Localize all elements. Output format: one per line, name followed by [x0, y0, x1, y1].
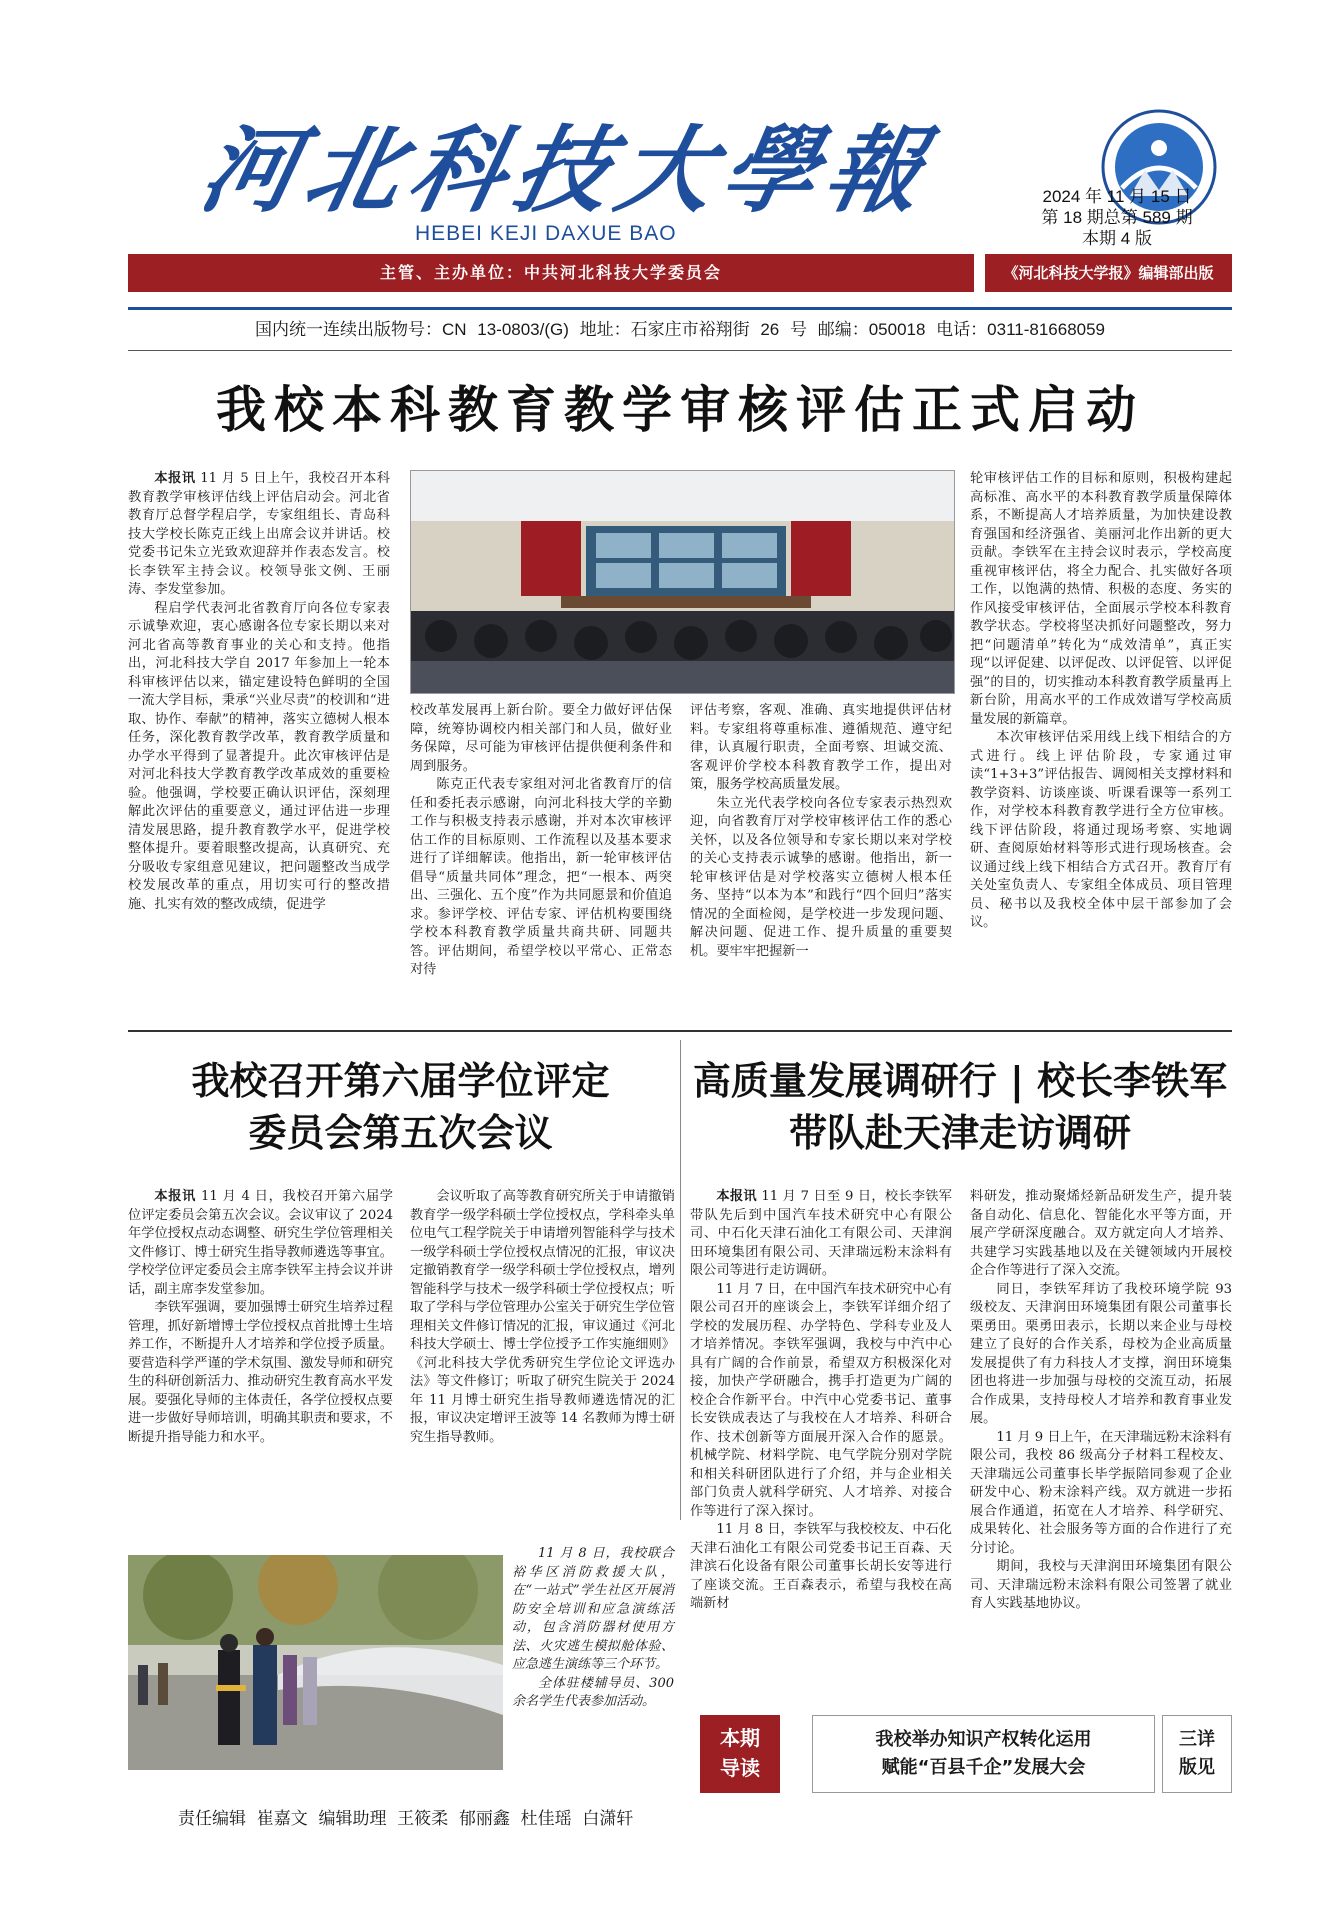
article1-paragraph: 11 月 5 日上午，我校召开本科教育教学审核评估线上评估启动会。河北省教育厅总督学程启学，专家组组长、青岛科技大学校长陈克正线上出席会议并讲话。校党委书记朱立光致欢迎辞并作表态发言。校长李铁军主持会议。校领导张文例、王丽涛、李发堂参加。: [128, 471, 390, 597]
article2-lead: 本报讯: [154, 1189, 197, 1204]
publisher-bar: 《河北科技大学报》编辑部出版: [985, 254, 1232, 292]
article3-paragraph: 11 月 7 日至 9 日，校长李铁军带队先后到中国汽车技术研究中心有限公司、中石化天津石油化工有限公司、天津润田环境集团有限公司、天津瑞远粉末涂料有限公司等进行走访调研。: [690, 1189, 952, 1278]
guide-label-line: 本期: [720, 1726, 760, 1750]
article2-paragraph: 会议听取了高等教育研究所关于申请撤销教育学一级学科硕士学位授权点，学科牵头单位电气工程学院关于申请增列智能科学与技术一级学科硕士学位授权点情况的汇报，审议决定撤销教育学一级学科硕士学位授权点，增列智能科学与技术一级学科硕士学位授权点；听取了学科与学位管理办公室关于研究生学位管理相关文件修订情况的汇报，审议通过《河北科技大学硕士、博士学位授予工作实施细则》《河北科技大学优秀研究生学位论文评选办法》等文件修订；听取了研究生院关于 2024 年 11 月博士研究生指导教师遴选情况的汇报，审议决定增评王波等 14 名教师为博士研究生指导教师。: [410, 1189, 675, 1445]
guide-item-line: 赋能“百县千企”发展大会: [881, 1757, 1086, 1778]
masthead-rule: [128, 307, 1232, 310]
article2-column-1: [128, 1188, 393, 1447]
newspaper-pinyin: HEBEI KEJI DAXUE BAO: [415, 222, 677, 245]
article1-column-3: [690, 702, 952, 961]
article2-column-2: [410, 1188, 675, 1447]
main-headline: 我校本科教育教学审核评估正式启动: [216, 381, 1144, 439]
article1-paragraph: 校改革发展再上新台阶。要全力做好评估保障，统筹协调校内相关部门和人员，做好业务保障，尽可能为审核评估提供便利条件和周到服务。: [410, 703, 672, 774]
article2-paragraph: 李铁军强调，要加强博士研究生培养过程管理，抓好新增博士学位授权点首批博士生培养工作，不断提升人才培养和学位授予质量。要营造科学严谨的学术氛围、激发导师和研究生的科研创新活力、推动研究生教育高水平发展。要强化导师的主体责任，各学位授权点要进一步做好导师培训，明确其职责和要求，不断提升指导能力和水平。: [128, 1300, 393, 1445]
article3-column-2: [970, 1188, 1232, 1614]
article3-paragraph: 11 月 8 日，李铁军与我校校友、中石化天津石油化工有限公司党委书记王百森、天津滨石化设备有限公司董事长胡长安等进行了座谈交流。王百森表示，希望与我校在高端新材: [690, 1522, 952, 1611]
issue-number: 第 18 期总第 589 期: [1041, 208, 1193, 227]
article1-paragraph: 轮审核评估工作的目标和原则，积极构建起高标准、高水平的本科教育教学质量保障体系，不断提高人才培养质量，为加快建设教育强国和经济强省、美丽河北作出新的更大贡献。李铁军在主持会议时表示，学校高度重视审核评估，将全力配合、扎实做好各项工作，以饱满的热情、积极的态度、务实的作风接受审核评估，全面展示学校本科教育教学状态。学校将坚决抓好问题整改，努力把“问题清单”转化为“成效清单”，真正实现“以评促建、以评促改、以评促管、以评促强”的目的，切实推动本科教育教学质量再上新台阶，用高水平的工作成效谱写学校高质量发展的新篇章。: [970, 471, 1232, 727]
newspaper-title: 河北科技大學報: [191, 116, 943, 226]
article3-paragraph: 11 月 7 日，在中国汽车技术研究中心有限公司召开的座谈会上，李铁军详细介绍了学校的发展历程、办学特色、学科专业及人才培养情况。李铁军强调，我校与中汽中心具有广阔的合作前景，希望双方积极深化对接，加快产学研融合，携手打造更为广阔的校企合作新平台。中汽中心党委书记、董事长安铁成表达了与我校在人才培养、科研合作、技术创新等方面展开深入合作的愿景。机械学院、材料学院、电气学院分别对学院和相关科研团队进行了介绍，并与企业相关部门负责人就科学研究、人才培养、对接合作等进行了深入探讨。: [690, 1281, 952, 1519]
guide-page-line: 三详: [1179, 1729, 1215, 1750]
article3-paragraph: 同日，李铁军拜访了我校环境学院 93 级校友、天津润田环境集团有限公司董事长栗勇田。栗勇田表示，长期以来企业与母校建立了良好的合作关系，母校为企业高质量发展提供了有力科技人才支撑，润田环境集团也将进一步加强与母校的交流互动，拓展合作成果，支持母校人才培养和教育事业发展。: [970, 1281, 1232, 1426]
article3-paragraph: 料研发，推动聚烯烃新品研发生产，提升装备自动化、信息化、智能化水平等方面，开展产学研深度融合。双方就定向人才培养、共建学习实践基地以及在关键领域内开展校企合作等进行了深入交流。: [970, 1189, 1232, 1278]
issue-date: 2024 年 11 月 15 日: [1042, 187, 1192, 206]
issue-guide-page: [1162, 1715, 1232, 1793]
article1-column-1: [128, 470, 390, 914]
article1-paragraph: 朱立光代表学校向各位专家表示热烈欢迎，向省教育厅对学校审核评估工作的悉心关怀，以及各位领导和专家长期以来对学校的关心支持表示诚挚的感谢。他指出，新一轮审核评估是对学校落实立德树人根本任务、坚持“以本为本”和践行“四个回归”落实情况的全面检阅，是学校进一步发现问题、解决问题、促进工作、提升质量的重要契机。要牢牢把握新一: [690, 795, 952, 959]
article1-column-2: [410, 702, 672, 980]
article3-headline-line: 带队赴天津走访调研: [788, 1111, 1131, 1155]
editor-credits: 责任编辑 崔嘉文 编辑助理 王筱柔 郁丽鑫 杜佳瑶 白潇轩: [178, 1809, 634, 1828]
article3-headline: [688, 1055, 1232, 1159]
sponsor-bar: 主管、主办单位：中共河北科技大学委员会: [128, 254, 974, 292]
article1-paragraph: 本次审核评估采用线上线下相结合的方式进行。线上评估阶段，专家通过审读“1+3+3”评估报告、调阅相关支撑材料和教学资料、访谈座谈、听课看课等一系列工作，对学校本科教育教学进行全方位审核。线下评估阶段，将通过现场考察、实地调研、查阅原始材料等形式进行现场核查。会议通过线上线下相结合方式召开。教育厅有关处室负责人、专家组全体成员、项目管理员、秘书以及我校全体中层干部参加了会议。: [970, 730, 1232, 930]
photo-caption-text: 11 月 8 日，我校联合裕华区消防救援大队，在“一站式”学生社区开展消防安全培训和应急演练活动，包含消防器材使用方法、火灾逃生模拟舱体验、应急逃生演练等三个环节。: [512, 1546, 674, 1672]
article3-column-1: [690, 1188, 952, 1614]
column-divider: [680, 1040, 681, 1520]
pubinfo-rule: [128, 350, 1232, 351]
publication-info: 国内统一连续出版物号：CN 13-0803/(G) 地址：石家庄市裕翔街 26 号 邮编：050018 电话：0311-81668059: [254, 320, 1106, 339]
photo-caption: [512, 1545, 674, 1712]
guide-page-line: 版见: [1179, 1757, 1215, 1778]
article1-paragraph: 评估考察，客观、准确、真实地提供评估材料。专家组将尊重标准、遵循规范、遵守纪律，认真履行职责，全面考察、坦诚交流、客观评价学校本科教育教学工作，提出对策，服务学校高质量发展。: [690, 703, 952, 792]
article2-headline-line: 委员会第五次会议: [248, 1111, 553, 1155]
guide-item-line: 我校举办知识产权转化运用: [875, 1729, 1092, 1750]
article3-paragraph: 期间，我校与天津润田环境集团有限公司、天津瑞远粉末涂料有限公司签署了就业育人实践基地协议。: [970, 1559, 1232, 1611]
article2-paragraph: 11 月 4 日，我校召开第六届学位评定委员会第五次会议。会议审议了 2024 年学位授权点动态调整、研究生学位管理相关文件修订、博士研究生指导教师遴选等事宜。学校学位评定委员会主席李铁军主持会议并讲话，副主席李发堂参加。: [128, 1189, 393, 1297]
issue-guide-label: [700, 1715, 780, 1793]
issue-pages: 本期 4 版: [1082, 229, 1152, 248]
article3-paragraph: 11 月 9 日上午，在天津瑞远粉末涂料有限公司，我校 86 级高分子材料工程校友、天津瑞远公司董事长毕学振陪同参观了企业研发中心、粉末涂料产线。双方就进一步拓展合作通道，拓宽在人才培养、科学研究、成果转化、社会服务等方面的合作进行了充分讨论。: [970, 1429, 1232, 1556]
meeting-photo: [410, 470, 955, 694]
article2-headline: [128, 1055, 673, 1159]
article1-column-4: [970, 470, 1232, 933]
article1-paragraph: 程启学代表河北省教育厅向各位专家表示诚挚欢迎，衷心感谢各位专家长期以来对河北省高等教育事业的关心和支持。他指出，河北科技大学自 2017 年参加上一轮本科审核评估以来，锚定建设特色鲜明的全国一流大学目标，秉承“兴业尽责”的校训和“进取、协作、奉献”的精神，落实立德树人根本任务，深化教育教学改革，教育教学质量和办学水平得到了显著提升。此次审核评估是对河北科技大学教育教学改革成效的重要检验。他强调，学校要正确认识评估，深刻理解此次评估的重要意义，通过评估进一步理清发展思路，提升教育教学水平，促进学校整体提升。要着眼整改提高，认真研究、充分吸收专家组意见建议，把问题整改当成学校发展改革的重点，用切实可行的整改措施、扎实有效的整改成绩，促进学: [128, 600, 390, 912]
guide-label-line: 导读: [720, 1756, 760, 1780]
article1-lead: 本报讯: [154, 471, 196, 486]
photo-caption-text: 全体驻楼辅导员、300 余名学生代表参加活动。: [512, 1675, 674, 1709]
issue-guide-item[interactable]: [812, 1715, 1155, 1793]
fire-drill-photo: [128, 1555, 503, 1770]
article2-headline-line: 我校召开第六届学位评定: [191, 1059, 610, 1103]
article1-paragraph: 陈克正代表专家组对河北省教育厅的信任和委托表示感谢，向河北科技大学的辛勤工作与积极支持表示感谢，并对本次审核评估工作的目标原则、工作流程以及基本要求进行了详细解读。他指出，新一轮审核评估倡导“质量共同体”理念，把“一根本、两突出、三强化、五个度”作为共同愿景和价值追求。参评学校、评估专家、评估机构要围绕学校本科教育教学质量共商共研、同题共答。评估期间，希望学校以平常心、正常态对待: [410, 777, 672, 977]
issue-info: [1022, 186, 1212, 249]
article3-headline-line: 高质量发展调研行 | 校长李铁军: [692, 1059, 1228, 1103]
article3-lead: 本报讯: [716, 1189, 757, 1204]
section-divider: [128, 1030, 1232, 1032]
